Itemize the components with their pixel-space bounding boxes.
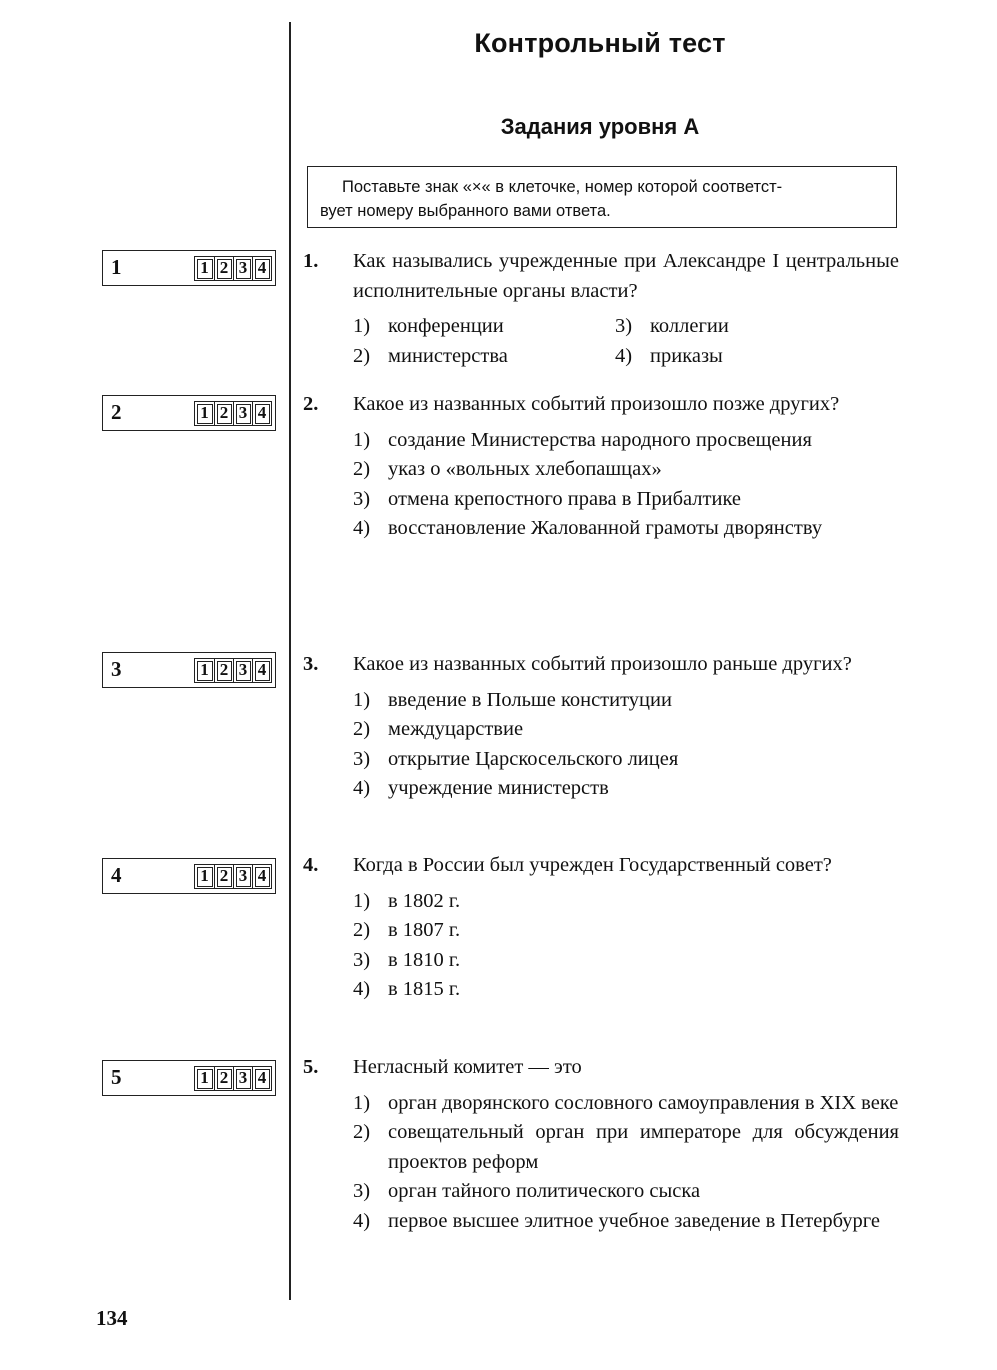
option-1: 1) в 1802 г. xyxy=(353,889,461,912)
options-list xyxy=(303,887,899,1005)
instruction-line-1: Поставьте знак «×« в клеточке, номер которой соответст- xyxy=(342,178,783,196)
option-2: 2) совещательный орган при императоре для обсуждения проектов реформ xyxy=(353,1121,899,1173)
answer-box-number: 5 xyxy=(111,1065,122,1089)
option-2: 2) междуцарствие xyxy=(353,718,524,740)
answer-cell-1[interactable]: 1 xyxy=(195,257,214,280)
answer-cell-3[interactable]: 3 xyxy=(233,257,252,280)
question-text: Когда в России был учрежден Государственный совет? xyxy=(353,854,832,876)
option-3: 3) коллегии xyxy=(615,315,729,337)
question-text: Какое из названных событий произошло позже других? xyxy=(353,393,840,415)
option-1: 1) конференции xyxy=(353,315,504,337)
answer-cell-1[interactable]: 1 xyxy=(195,659,214,682)
option-1: 1) введение в Польше конституции xyxy=(353,688,672,711)
answer-cell-3[interactable]: 3 xyxy=(233,1067,252,1090)
question-4 xyxy=(303,851,899,1005)
option-2: 2) указ о «вольных хлебопашцах» xyxy=(353,458,662,480)
answer-cell-3[interactable]: 3 xyxy=(233,402,252,425)
option-4: 4) в 1815 г. xyxy=(353,978,461,1000)
answer-box-2 xyxy=(102,395,276,431)
question-number: 4. xyxy=(303,854,319,876)
answer-box-1 xyxy=(102,250,276,286)
answer-cell-4[interactable]: 4 xyxy=(252,1067,271,1090)
answer-box-5 xyxy=(102,1060,276,1096)
answer-cell-1[interactable]: 1 xyxy=(195,402,214,425)
option-3: 3) открытие Царскосельского лицея xyxy=(353,747,679,770)
page-number: 134 xyxy=(96,1306,128,1330)
option-3: 3) орган тайного политического сыска xyxy=(353,1180,701,1202)
question-2 xyxy=(303,390,899,544)
answer-cells xyxy=(194,401,272,426)
option-4: 4) восстановление Жалованной грамоты дворянству xyxy=(353,517,823,539)
instruction-line-2: вует номеру выбранного вами ответа. xyxy=(320,202,611,220)
answer-box-number: 1 xyxy=(111,255,122,279)
answer-cell-4[interactable]: 4 xyxy=(252,659,271,682)
question-number: 1. xyxy=(303,250,319,272)
answer-box-3 xyxy=(102,652,276,688)
answer-cell-2[interactable]: 2 xyxy=(214,865,233,888)
answer-cell-1[interactable]: 1 xyxy=(195,1067,214,1090)
question-text: Как назывались учрежденные при Александре I центральные исполнительные органы власти? xyxy=(353,250,899,302)
answer-cell-1[interactable]: 1 xyxy=(195,865,214,888)
answer-cell-4[interactable]: 4 xyxy=(252,865,271,888)
options-list xyxy=(303,686,899,804)
answer-cell-2[interactable]: 2 xyxy=(214,257,233,280)
answer-cell-2[interactable]: 2 xyxy=(214,1067,233,1090)
option-1: 1) создание Министерства народного просвещения xyxy=(353,428,812,451)
answer-box-4 xyxy=(102,858,276,894)
page-title: Контрольный тест xyxy=(474,28,726,58)
question-number: 5. xyxy=(303,1056,319,1078)
question-number: 2. xyxy=(303,393,319,415)
answer-cell-2[interactable]: 2 xyxy=(214,659,233,682)
question-text: Негласный комитет — это xyxy=(353,1056,582,1078)
question-number: 3. xyxy=(303,653,319,675)
options-list xyxy=(303,312,899,371)
question-text: Какое из названных событий произошло раньше других? xyxy=(353,653,852,675)
answer-box-number: 4 xyxy=(111,863,122,887)
question-1 xyxy=(303,247,899,371)
option-4: 4) учреждение министерств xyxy=(353,777,609,799)
option-4: 4) приказы xyxy=(615,344,723,367)
answer-cell-3[interactable]: 3 xyxy=(233,865,252,888)
question-3 xyxy=(303,650,899,804)
question-5 xyxy=(303,1053,899,1236)
answer-cell-4[interactable]: 4 xyxy=(252,402,271,425)
options-list xyxy=(303,426,899,544)
answer-cell-2[interactable]: 2 xyxy=(214,402,233,425)
options-list xyxy=(303,1089,899,1237)
answer-cell-4[interactable]: 4 xyxy=(252,257,271,280)
answer-cells xyxy=(194,256,272,281)
answer-cells xyxy=(194,1066,272,1091)
option-1: 1) орган дворянского сословного самоуправления в XIX веке xyxy=(353,1091,899,1114)
answer-cells xyxy=(194,658,272,683)
answer-box-number: 2 xyxy=(111,400,122,424)
option-2: 2) в 1807 г. xyxy=(353,919,461,941)
option-2: 2) министерства xyxy=(353,344,508,367)
option-4: 4) первое высшее элитное учебное заведение в Петербурге xyxy=(353,1209,880,1232)
option-3: 3) в 1810 г. xyxy=(353,948,461,971)
column-divider xyxy=(289,22,291,1300)
section-subtitle: Задания уровня А xyxy=(500,114,700,139)
answer-cells xyxy=(194,864,272,889)
option-3: 3) отмена крепостного права в Прибалтике xyxy=(353,487,741,510)
instruction-box xyxy=(307,166,897,228)
answer-box-number: 3 xyxy=(111,657,122,681)
answer-cell-3[interactable]: 3 xyxy=(233,659,252,682)
